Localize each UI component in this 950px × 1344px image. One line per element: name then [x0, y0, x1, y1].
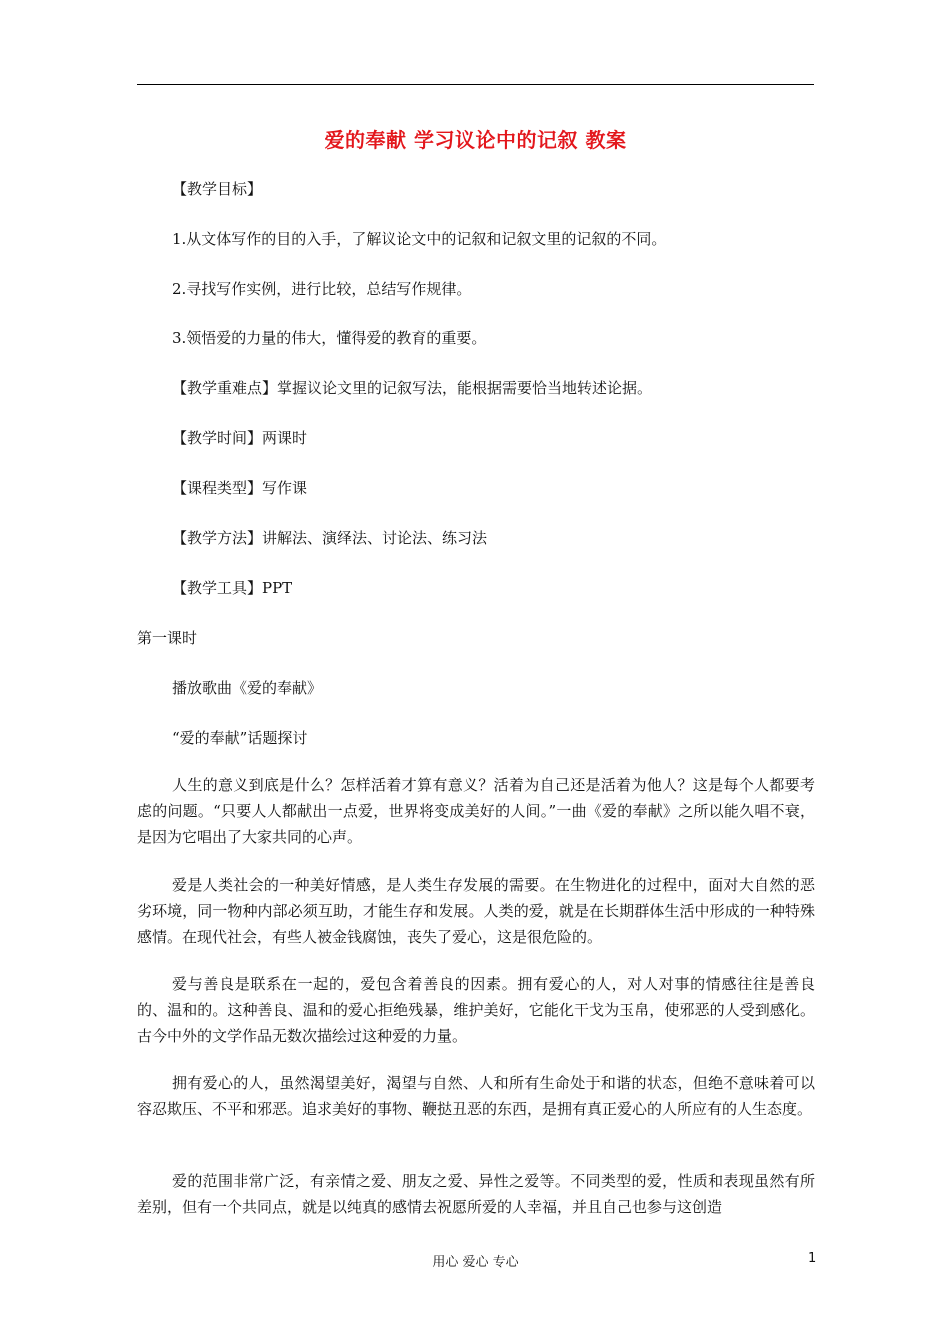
key-points: 【教学重难点】掌握议论文里的记叙写法，能根据需要恰当地转述论据。 — [172, 379, 653, 397]
body-paragraph: 爱的范围非常广泛，有亲情之爱、朋友之爱、异性之爱等。不同类型的爱，性质和表现虽然有所差别，但有一个共同点，就是以纯真的感情去祝愿所爱的人幸福，并且自己也参与这创造 — [137, 1172, 815, 1216]
body-paragraph: 爱是人类社会的一种美好情感，是人类生存发展的需要。在生物进化的过程中，面对大自然的恶劣环境，同一物种内部必须互助，才能生存和发展。人类的爱，就是在长期群体生活中形成的一种特殊感情。在现代社会，有些人被金钱腐蚀，丧失了爱心，这是很危险的。 — [137, 876, 815, 946]
teaching-tools: 【教学工具】PPT — [172, 579, 293, 597]
body-paragraph: 人生的意义到底是什么？怎样活着才算有意义？活着为自己还是活着为他人？这是每个人都要考虑的问题。“只要人人都献出一点爱，世界将变成美好的人间。”一曲《爱的奉献》之所以能久唱不衰，是因为它唱出了大家共同的心声。 — [137, 776, 815, 846]
goals-heading: 【教学目标】 — [172, 180, 263, 198]
header-rule — [137, 84, 814, 85]
topic-line: “爱的奉献”话题探讨 — [172, 729, 308, 747]
song-line: 播放歌曲《爱的奉献》 — [172, 679, 323, 697]
body-paragraph: 拥有爱心的人，虽然渴望美好，渴望与自然、人和所有生命处于和谐的状态，但绝不意味着可以容忍欺压、不平和邪恶。追求美好的事物、鞭挞丑恶的东西，是拥有真正爱心的人所应有的人生态度。 — [137, 1074, 815, 1118]
course-type: 【课程类型】写作课 — [172, 479, 308, 497]
document-title: 爱的奉献 学习议论中的记叙 教案 — [324, 128, 627, 152]
goal-item-2: 2.寻找写作实例，进行比较，总结写作规律。 — [172, 280, 472, 298]
teaching-methods: 【教学方法】讲解法、演绎法、讨论法、练习法 — [172, 529, 488, 547]
body-paragraph: 爱与善良是联系在一起的，爱包含着善良的因素。拥有爱心的人，对人对事的情感往往是善良的、温和的。这种善良、温和的爱心拒绝残暴，维护美好，它能化干戈为玉帛，使邪恶的人受到感化。古今中外的文学作品无数次描绘过这种爱的力量。 — [137, 975, 815, 1045]
goal-item-1: 1.从文体写作的目的入手，了解议论文中的记叙和记叙文里的记叙的不同。 — [172, 230, 667, 248]
page-footer: 用心 爱心 专心 — [432, 1255, 519, 1270]
page-number: 1 — [808, 1251, 817, 1266]
lesson-heading: 第一课时 — [137, 629, 198, 647]
goal-item-3: 3.领悟爱的力量的伟大，懂得爱的教育的重要。 — [172, 329, 487, 347]
teaching-time: 【教学时间】两课时 — [172, 429, 308, 447]
